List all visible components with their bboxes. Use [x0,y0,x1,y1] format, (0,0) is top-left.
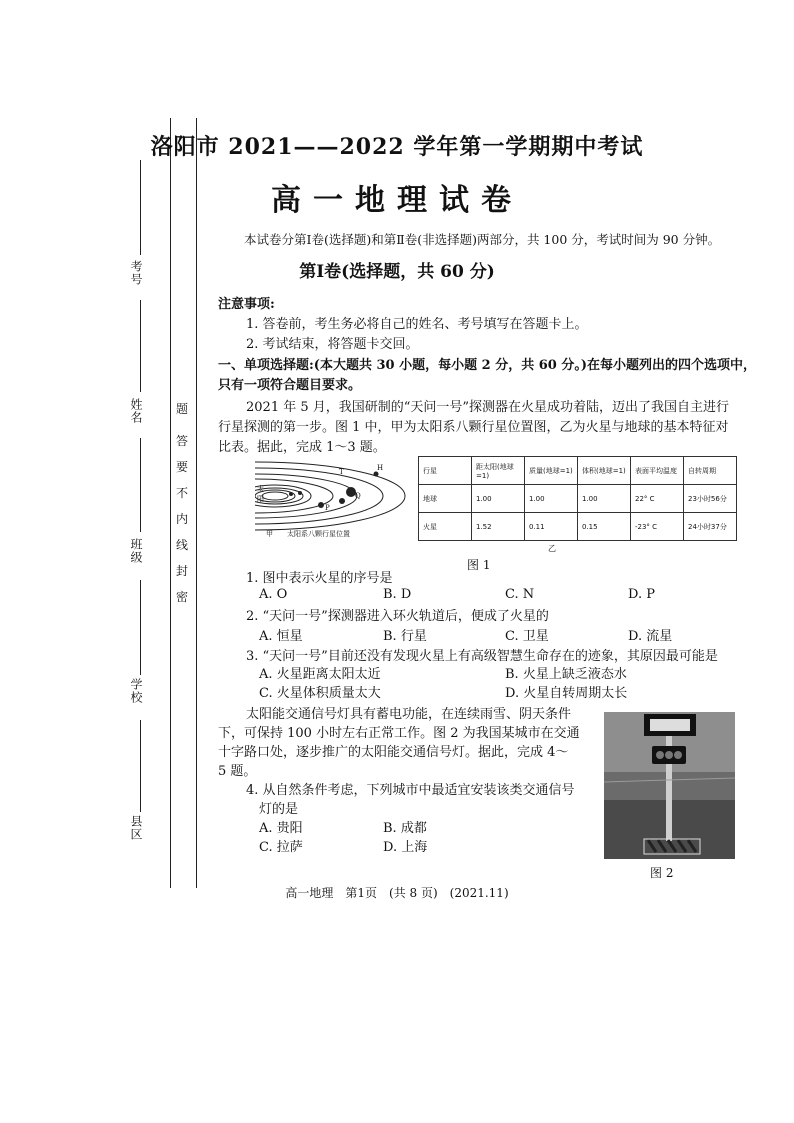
table-cell: 火星 [419,513,472,541]
field-label-name: 姓名 [129,398,143,424]
planet-comparison-table [418,456,737,541]
answer-option: C. 火星体积质量太大 [259,686,381,701]
table-header-cell: 体积(地球=1) [578,457,631,485]
table-cell: 0.15 [578,513,631,541]
answer-option: D. P [628,587,655,602]
notes-heading: 注意事项: [218,297,275,312]
answer-option: B. 火星上缺乏液态水 [505,667,627,682]
passage-line: 十字路口处，逐步推广的太阳能交通信号灯。据此，完成 4～ [218,745,569,760]
table-cell: 地球 [419,485,472,513]
answer-option: D. 火星自转周期太长 [505,686,628,701]
table-header-cell: 表面平均温度 [631,457,684,485]
orbit-label: 太 [257,485,264,493]
table-header-cell: 行星 [419,457,472,485]
answer-option: A. 贵阳 [259,821,303,836]
answer-option: B. 行星 [383,629,427,644]
table-caption: 乙 [548,544,556,553]
orbit-label: T [339,468,344,476]
passage-line: 比表。据此，完成 1～3 题。 [218,440,386,455]
orbit-label: Q [355,492,361,500]
seal-char: 线 [176,538,189,552]
passage-line: 太阳能交通信号灯具有蓄电功能，在连续雨雪、阴天条件 [246,707,572,722]
traffic-light-photo [604,712,735,859]
table-cell: 23小时56分 [684,485,737,513]
table-cell: -23° C [631,513,684,541]
table-header-cell: 质量(地球=1) [525,457,578,485]
seal-char: 要 [176,460,189,474]
seal-char: 题 [176,402,189,416]
question-stem: 4. 从自然条件考虑，下列城市中最适宜安装该类交通信号 [246,783,575,798]
table-cell: 1.00 [578,485,631,513]
seal-char: 答 [176,434,189,448]
field-line-school [140,580,141,675]
orbit-label: P [325,504,330,512]
orbit-label: H [377,464,384,472]
field-label-county: 县区 [129,815,143,841]
table-cell: 1.00 [525,485,578,513]
notes-item: 1. 答卷前，考生务必将自己的姓名、考号填写在答题卡上。 [246,317,588,332]
question-stem: 1. 图中表示火星的序号是 [246,571,393,586]
answer-option: B. D [383,587,412,602]
question-stem-cont: 灯的是 [259,802,299,817]
passage-line: 2021 年 5 月，我国研制的“天问一号”探测器在火星成功着陆，迈出了我国自主进行 [246,400,730,415]
table-header-cell: 距太阳(地球=1) [472,457,525,485]
table-header-cell: 自转周期 [684,457,737,485]
seal-char: 封 [176,564,189,578]
answer-option: A. 恒星 [259,629,303,644]
exam-subtitle: 高一地理试卷 [271,183,523,218]
figure2-caption: 图 2 [650,866,674,880]
table-cell: 22° C [631,485,684,513]
answer-option: C. 拉萨 [259,840,303,855]
field-line-class [140,438,141,532]
seal-char: 内 [176,512,189,526]
table-row [419,513,737,541]
answer-option: A. 火星距离太阳太近 [259,667,381,682]
orbit-label: 阳 [257,495,264,503]
answer-option: C. 卫星 [505,629,549,644]
field-line-name [140,300,141,392]
table-cell: 24小时37分 [684,513,737,541]
seal-char: 密 [176,590,189,604]
table-row [419,485,737,513]
answer-option: D. 流星 [628,629,673,644]
answer-option: D. 上海 [383,840,428,855]
answer-option: B. 成都 [383,821,427,836]
page-footer: 高一地理 第1页 (共 8 页) (2021.11) [285,886,509,900]
figure1-caption: 图 1 [467,558,491,572]
margin-line-right [196,118,197,888]
seal-char: 不 [176,486,189,500]
field-label-class: 班级 [129,538,143,564]
field-label-school: 学校 [129,678,143,704]
passage-line: 下，可保持 100 小时左右正常工作。图 2 为我国某城市在交通 [218,726,580,741]
table-header-row [419,457,737,485]
answer-option: C. N [505,587,535,602]
field-line-county [140,720,141,812]
diagram-caption: 甲 太阳系八颗行星位置 [266,530,350,538]
table-cell: 1.52 [472,513,525,541]
section-heading: 一、单项选择题:(本大题共 30 小题，每小题 2 分，共 60 分。)在每小题列出的四个选项中， [218,358,756,373]
passage-line: 行星探测的第一步。图 1 中，甲为太阳系八颗行星位置图，乙为火星与地球的基本特征对 [218,420,729,435]
part-heading: 第Ⅰ卷(选择题，共 60 分) [299,262,495,282]
passage-line: 5 题。 [218,764,257,779]
field-label-exam-no: 考号 [129,260,143,286]
exam-title: 洛阳市 2021——2022 学年第一学期期中考试 [150,134,644,160]
question-stem: 2. “天问一号”探测器进入环火轨道后，便成了火星的 [246,609,549,624]
exam-intro: 本试卷分第Ⅰ卷(选择题)和第Ⅱ卷(非选择题)两部分，共 100 分，考试时间为 90 分钟。 [244,232,721,247]
answer-option: A. O [259,587,288,602]
margin-line-left [170,118,171,888]
table-cell: 1.00 [472,485,525,513]
table-cell: 0.11 [525,513,578,541]
section-heading-cont: 只有一项符合题目要求。 [218,378,362,393]
question-stem: 3. “天问一号”目前还没有发现火星上有高级智慧生命存在的迹象，其原因最可能是 [246,649,718,664]
notes-item: 2. 考试结束，将答题卡交回。 [246,337,419,352]
